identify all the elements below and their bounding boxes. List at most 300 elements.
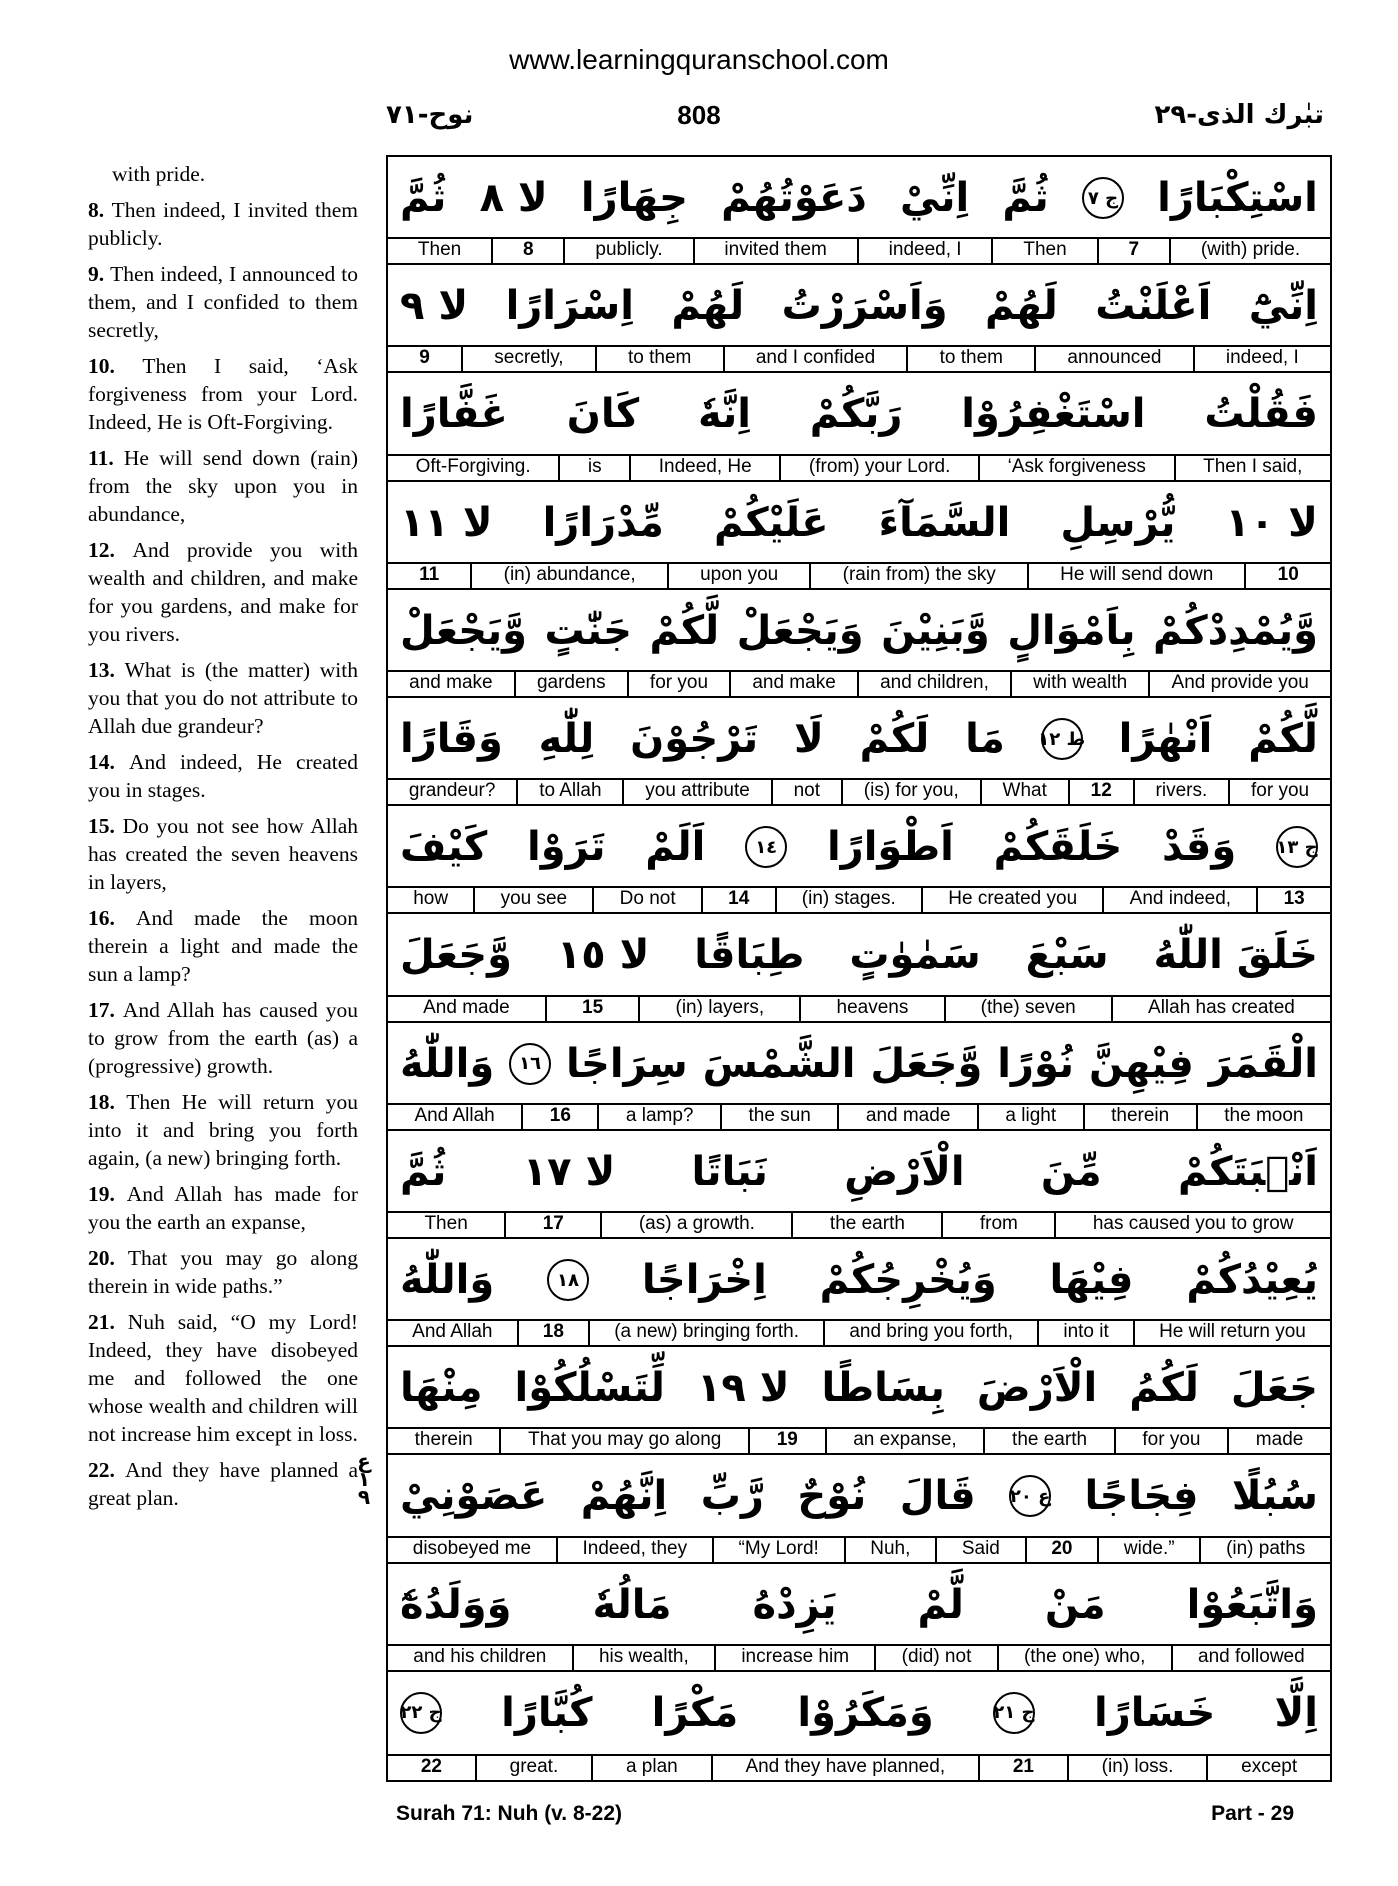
english-word: 11	[419, 563, 440, 585]
english-word: has caused you to grow	[1054, 1213, 1330, 1237]
translation-verse	[88, 1088, 358, 1172]
english-word: and followed	[1171, 1646, 1330, 1670]
ayah-marker: ١٦	[509, 1043, 551, 1085]
verse-number: 19.	[88, 1182, 127, 1206]
ayah-marker: ١٨	[547, 1259, 589, 1301]
ayah-marker: ١٤	[745, 826, 787, 868]
english-word: and I confided	[723, 347, 907, 371]
verse-text: Nuh said, “O my Lord! Indeed, they have disobeyed me and followed the one whose wealth and children will not increase him except in loss.	[88, 1310, 359, 1446]
verse-number: 10.	[88, 354, 143, 378]
arabic-word: كُبَّارًا	[501, 1689, 593, 1736]
arabic-word: خَسَارًا	[1094, 1689, 1216, 1736]
english-word: Allah has created	[1111, 997, 1330, 1021]
verse-number: 20.	[88, 1246, 128, 1270]
translation-verse	[88, 536, 358, 648]
verse-text: What is (the matter) with you that you do not attribute to Allah due grandeur?	[88, 658, 359, 738]
arabic-line	[388, 1347, 1330, 1429]
arabic-word: اِنِّيْٓ	[1248, 283, 1318, 330]
english-word: the sun	[720, 1105, 837, 1129]
verse-number: 12.	[88, 538, 133, 562]
arabic-word: لَّكُمْ	[1248, 716, 1318, 763]
english-word: therein	[1083, 1105, 1196, 1129]
english-word: not	[771, 780, 841, 804]
arabic-word: اِنَّهُمْ	[580, 1473, 668, 1520]
english-word: and bring you forth,	[823, 1321, 1037, 1345]
english-word: to Allah	[516, 780, 622, 804]
english-word: (a new) bringing forth.	[588, 1321, 823, 1345]
english-word: and his children	[413, 1645, 547, 1667]
arabic-word: تَرَوْا	[527, 824, 606, 871]
english-line	[388, 1536, 1330, 1562]
ayah-marker: ج ٢١	[993, 1692, 1035, 1734]
english-line	[388, 1754, 1330, 1780]
arabic-word: لَّمْ	[917, 1581, 964, 1628]
arabic-word: قَالَ	[899, 1473, 976, 1520]
arabic-word: ثُمَّ	[1002, 175, 1049, 222]
arabic-word: مِنْهَا	[400, 1365, 483, 1412]
arabic-word: لَهُمْ	[985, 283, 1058, 330]
translation-verse	[88, 444, 358, 528]
translation-verse	[88, 160, 358, 188]
arabic-word: نَبَاتًا	[691, 1148, 768, 1195]
english-line	[388, 670, 1330, 696]
ayah-marker: ج ٧	[1082, 177, 1124, 219]
english-word: a lamp?	[597, 1105, 720, 1129]
english-word: how	[413, 888, 449, 910]
arabic-word: اِلَّا	[1274, 1689, 1318, 1736]
verse-text: Then I said, ‘Ask forgiveness from your Lord. Indeed, He is Oft-Forgiving.	[88, 354, 358, 434]
arabic-word: لا ١٥	[556, 932, 650, 979]
english-word: 21	[978, 1756, 1067, 1780]
verse-number: 21.	[88, 1310, 128, 1334]
arabic-word: لِّتَسْلُكُوْا	[514, 1365, 665, 1412]
arabic-word: اِنَّهٗ	[697, 391, 751, 438]
ruku-mark: ع ١ ٩	[357, 1449, 371, 1509]
arabic-word: سَبْعَ	[1025, 932, 1109, 979]
arabic-word: بِاَمْوَالٍ	[1007, 607, 1136, 654]
english-word: and make	[409, 671, 493, 693]
english-word: an expanse,	[825, 1429, 984, 1453]
arabic-line	[388, 482, 1330, 564]
translation-verse	[88, 1456, 358, 1512]
english-word: And provide you	[1148, 672, 1330, 696]
arabic-line	[388, 1239, 1330, 1321]
english-word: “My Lord!	[712, 1538, 844, 1562]
english-word: announced	[1034, 347, 1192, 371]
translation-verse	[88, 1180, 358, 1236]
arabic-line	[388, 698, 1330, 780]
arabic-word: وَقَارًا	[400, 716, 503, 763]
translation-verse	[88, 1308, 358, 1448]
arabic-word: وَاللّٰهُ	[400, 1257, 495, 1304]
english-line	[388, 454, 1330, 480]
arabic-word: طِبَاقًا	[694, 932, 805, 979]
english-word: indeed, I	[857, 239, 992, 263]
arabic-word: لَا	[793, 716, 824, 763]
arabic-word: مَالُهٗ	[592, 1581, 672, 1628]
verse-text: That you may go along therein in wide paths.”	[88, 1246, 359, 1298]
arabic-line	[388, 1023, 1330, 1105]
verse-text: And they have planned a great plan.	[88, 1458, 359, 1510]
english-word: 19	[748, 1429, 824, 1453]
english-word: you see	[473, 888, 592, 912]
english-word: a plan	[591, 1756, 710, 1780]
english-word: from	[941, 1213, 1054, 1237]
grid-row	[388, 482, 1330, 590]
english-word: (in) layers,	[638, 997, 799, 1021]
arabic-word: وَّيَجْعَلْ	[400, 607, 527, 654]
english-word: increase him	[714, 1646, 874, 1670]
english-word: to them	[906, 347, 1034, 371]
verse-number: 16.	[88, 906, 136, 930]
grid-row	[388, 265, 1330, 373]
english-word: 17	[504, 1213, 600, 1237]
english-word: (the one) who,	[997, 1646, 1171, 1670]
word-grid	[386, 155, 1332, 1782]
arabic-word: جَنّٰتٍ	[544, 607, 632, 654]
arabic-line	[388, 157, 1330, 239]
english-word: That you may go along	[499, 1429, 748, 1453]
arabic-word: اَنْهٰرًا	[1118, 716, 1213, 763]
english-line	[388, 1103, 1330, 1129]
arabic-word: غَفَّارًا	[400, 391, 508, 438]
english-word: 9	[419, 347, 430, 369]
arabic-word: يُعِيْدُكُمْ	[1186, 1257, 1318, 1304]
english-word: 13	[1256, 888, 1330, 912]
english-line	[388, 237, 1330, 263]
english-word: (in) abundance,	[470, 564, 666, 588]
english-word: 8	[491, 239, 563, 263]
english-word: for you	[1228, 780, 1330, 804]
arabic-word: تَرْجُوْنَ	[630, 716, 759, 763]
english-word: And Allah	[414, 1104, 495, 1126]
arabic-word: فَقُلْتُ	[1204, 391, 1318, 438]
ayah-marker: ع ٢٠	[1009, 1475, 1051, 1517]
english-word: disobeyed me	[412, 1537, 532, 1559]
english-line	[388, 1211, 1330, 1237]
english-word: the earth	[983, 1429, 1113, 1453]
english-word: therein	[414, 1429, 473, 1451]
verse-text: And provide you with wealth and children, and make for you gardens, and make for you rivers.	[88, 538, 358, 646]
grid-row	[388, 1672, 1330, 1780]
arabic-word: لا ١٩	[696, 1365, 790, 1412]
arabic-word: رَبَّكُمْ	[809, 391, 903, 438]
verse-number: 8.	[88, 198, 112, 222]
arabic-word: وَمَكَرُوْا	[797, 1689, 934, 1736]
arabic-word: سِرَاجًا	[565, 1040, 688, 1087]
english-word: What	[980, 780, 1068, 804]
arabic-word: اِسْرَارًا	[505, 283, 634, 330]
arabic-word: كَانَ	[566, 391, 640, 438]
english-word: great.	[475, 1756, 591, 1780]
english-word: a light	[977, 1105, 1083, 1129]
verse-number: 15.	[88, 814, 123, 838]
english-word: Do not	[592, 888, 701, 912]
arabic-word: الْاَرْضِ	[844, 1148, 965, 1195]
english-word: the moon	[1196, 1105, 1330, 1129]
arabic-word: السَّمَآءَ	[878, 499, 1011, 546]
english-word: 15	[545, 997, 638, 1021]
arabic-word: وَيُخْرِجُكُمْ	[819, 1257, 997, 1304]
arabic-word: فِيْهَا	[1049, 1257, 1134, 1304]
part-footer: Part - 29	[1211, 1802, 1294, 1825]
english-word: And they have planned,	[711, 1756, 978, 1780]
arabic-word: اَلَمْ	[645, 824, 706, 871]
english-word: Said	[935, 1538, 1024, 1562]
surah-footer: Surah 71: Nuh (v. 8-22)	[396, 1802, 622, 1825]
english-word: 18	[517, 1321, 588, 1345]
english-word: made	[1227, 1429, 1330, 1453]
english-line	[388, 886, 1330, 912]
english-word: (in) paths	[1199, 1538, 1330, 1562]
arabic-word: خَلَقَ اللّٰهُ	[1153, 932, 1318, 979]
translation-verse	[88, 352, 358, 436]
arabic-word: وَّيُمْدِدْكُمْ	[1153, 607, 1318, 654]
verse-number: 18.	[88, 1090, 127, 1114]
english-word: and children,	[857, 672, 1010, 696]
grid-row	[388, 698, 1330, 806]
arabic-word: لَهُمْ	[671, 283, 745, 330]
arabic-word: اسْتَغْفِرُوْا	[961, 391, 1146, 438]
english-word: Indeed, He	[629, 456, 779, 480]
english-word: (with) pride.	[1169, 239, 1330, 263]
english-word: you attribute	[622, 780, 770, 804]
arabic-word: مَا	[965, 716, 1005, 763]
english-word: 20	[1025, 1538, 1098, 1562]
arabic-word: خَلَقَكُمْ	[993, 824, 1123, 871]
english-line	[388, 1427, 1330, 1453]
english-word: 7	[1097, 239, 1169, 263]
arabic-word: الْقَمَرَ	[1208, 1040, 1318, 1087]
english-word: to them	[595, 347, 723, 371]
verse-text: Do you not see how Allah has created the seven heavens in layers,	[88, 814, 359, 894]
verse-text: And Allah has caused you to grow from the earth (as) a (progressive) growth.	[88, 998, 359, 1078]
arabic-word: الْاَرْضَ	[976, 1365, 1098, 1412]
page-number: 808	[677, 100, 721, 130]
english-word: upon you	[667, 564, 810, 588]
english-word: (rain from) the sky	[809, 564, 1026, 588]
arabic-word: مَكْرًا	[651, 1689, 739, 1736]
english-word: except	[1206, 1756, 1330, 1780]
verse-number: 11.	[88, 446, 124, 470]
english-line	[388, 1319, 1330, 1345]
translation-verse	[88, 996, 358, 1080]
arabic-word: مَنْ	[1044, 1581, 1106, 1628]
arabic-word: جِهَارًا	[580, 175, 688, 222]
verse-text: And Allah has made for you the earth an expanse,	[88, 1182, 358, 1234]
arabic-word: عَصَوْنِيْ	[400, 1473, 548, 1520]
verse-number: 14.	[88, 750, 129, 774]
arabic-word: لَكُمُ	[1129, 1365, 1199, 1412]
verse-text: And indeed, He created you in stages.	[88, 750, 358, 802]
arabic-line	[388, 1564, 1330, 1646]
translation-verse	[88, 748, 358, 804]
arabic-word: وَقَدْ	[1162, 824, 1237, 871]
arabic-word: اَعْلَنْتُ	[1095, 283, 1212, 330]
english-word: (the) seven	[944, 997, 1111, 1021]
arabic-word: فِجَاجًا	[1084, 1473, 1199, 1520]
english-word: Nuh,	[844, 1538, 936, 1562]
english-word: Then	[424, 1212, 468, 1234]
english-line	[388, 345, 1330, 371]
english-word: And Allah	[412, 1321, 493, 1343]
arabic-word: لا ١١	[400, 499, 493, 546]
english-line	[388, 562, 1330, 588]
arabic-word: كَيْفَ	[400, 824, 488, 871]
english-word: He will return you	[1133, 1321, 1330, 1345]
verse-number: 9.	[88, 262, 111, 286]
arabic-word: لَكُمْ	[859, 716, 930, 763]
arabic-word: نُوْرًا	[997, 1040, 1075, 1087]
translation-verse	[88, 904, 358, 988]
english-word: (as) a growth.	[600, 1213, 791, 1237]
grid-row	[388, 806, 1330, 914]
english-word: and made	[837, 1105, 977, 1129]
arabic-word: مِّدْرَارًا	[542, 499, 664, 546]
ayah-marker: ج ١٣	[1276, 826, 1318, 868]
english-word: He created you	[921, 888, 1102, 912]
arabic-word: رَّبِّ	[700, 1473, 764, 1520]
juz-header: تبٰرك الذى-٢٩	[1154, 100, 1324, 130]
arabic-word: نُوْحٌ	[797, 1473, 867, 1520]
verse-text: Then He will return you into it and bring you forth again, (a new) bringing forth.	[88, 1090, 359, 1170]
arabic-word: وَّجَعَلَ	[400, 932, 512, 979]
verse-number: 17.	[88, 998, 123, 1022]
english-word: for you	[627, 672, 729, 696]
translation-verse	[88, 196, 358, 252]
arabic-line	[388, 590, 1330, 672]
translation-verse	[88, 260, 358, 344]
grid-row	[388, 1347, 1330, 1455]
arabic-word: لا ٨	[479, 175, 548, 222]
english-word: Then	[417, 239, 462, 261]
grid-row	[388, 373, 1330, 481]
english-word: 14	[701, 888, 775, 912]
arabic-word: فِيْهِنَّ	[1088, 1040, 1194, 1087]
english-word: Then	[991, 239, 1096, 263]
arabic-word: سُبُلًا	[1231, 1473, 1318, 1520]
english-word: and make	[729, 672, 857, 696]
translation-column	[88, 160, 358, 1520]
arabic-word: وَّبَنِيْنَ	[881, 607, 990, 654]
english-word: rivers.	[1133, 780, 1228, 804]
english-word: And indeed,	[1102, 888, 1256, 912]
verse-text: Then indeed, I announced to them, and I confided to them secretly,	[88, 262, 358, 342]
translation-verse	[88, 1244, 358, 1300]
grid-row	[388, 1455, 1330, 1563]
grid-row	[388, 1023, 1330, 1131]
arabic-word: سَمٰوٰتٍ	[849, 932, 981, 979]
arabic-word: اِنِّيْ	[900, 175, 970, 222]
english-word: Then I said,	[1174, 456, 1330, 480]
translation-verse	[88, 812, 358, 896]
english-line	[388, 995, 1330, 1021]
arabic-word: لَّكُمْ	[649, 607, 720, 654]
arabic-word: ثُمَّ	[400, 1148, 447, 1195]
arabic-word: جَعَلَ	[1230, 1365, 1318, 1412]
grid-row	[388, 590, 1330, 698]
arabic-word: لِلّٰهِ	[538, 716, 595, 763]
english-word: (in) stages.	[775, 888, 922, 912]
arabic-word: اسْتِكْبَارًا	[1157, 175, 1318, 222]
english-word: 22	[420, 1755, 442, 1777]
english-line	[388, 778, 1330, 804]
english-word: grandeur?	[408, 780, 496, 802]
english-word: publicly.	[563, 239, 692, 263]
english-word: 10	[1244, 564, 1330, 588]
verse-text: He will send down (rain) from the sky upon you in abundance,	[88, 446, 358, 526]
ayah-marker: ط ١٢	[1041, 718, 1083, 760]
surah-header: نوح-٧١	[386, 100, 474, 130]
english-word: the earth	[791, 1213, 941, 1237]
english-word: 12	[1068, 780, 1133, 804]
english-word: He will send down	[1027, 564, 1245, 588]
english-word: (did) not	[874, 1646, 996, 1670]
arabic-word: مِّنَ	[1040, 1148, 1102, 1195]
translation-verse	[88, 656, 358, 740]
arabic-word: بِسَاطًا	[821, 1365, 945, 1412]
arabic-word: وَوَلَدُهٗٓ	[400, 1581, 512, 1628]
english-word: 16	[521, 1105, 597, 1129]
arabic-word: دَعَوْتُهُمْ	[721, 175, 867, 222]
arabic-word: اِخْرَاجًا	[641, 1257, 767, 1304]
grid-row	[388, 157, 1330, 265]
english-word: heavens	[799, 997, 943, 1021]
arabic-word: وَّجَعَلَ	[870, 1040, 983, 1087]
english-word: Oft-Forgiving.	[415, 455, 531, 477]
grid-row	[388, 1239, 1330, 1347]
english-word: Indeed, they	[556, 1538, 712, 1562]
english-word: for you	[1114, 1429, 1227, 1453]
verse-text: with pride.	[112, 162, 206, 186]
arabic-word: يَزِدْهُ	[752, 1581, 837, 1628]
english-word: (is) for you,	[841, 780, 980, 804]
verse-text: Then indeed, I invited them publicly.	[88, 198, 358, 250]
english-word: secretly,	[461, 347, 595, 371]
english-line	[388, 1644, 1330, 1670]
english-word: indeed, I	[1193, 347, 1330, 371]
verse-number: 13.	[88, 658, 125, 682]
arabic-line	[388, 373, 1330, 455]
arabic-word: وَاللّٰهُ	[400, 1040, 495, 1087]
english-word: And made	[423, 996, 510, 1018]
english-word: (from) your Lord.	[779, 456, 978, 480]
arabic-word: وَيَجْعَلْ	[736, 607, 864, 654]
english-word: (in) loss.	[1067, 1756, 1207, 1780]
arabic-line	[388, 806, 1330, 888]
arabic-word: وَاَسْرَرْتُ	[781, 283, 948, 330]
grid-row	[388, 1131, 1330, 1239]
arabic-word: لا ٩	[400, 283, 469, 330]
arabic-word: لا ١٠	[1225, 499, 1318, 546]
verse-number: 22.	[88, 1458, 126, 1482]
english-word: ‘Ask forgiveness	[978, 456, 1174, 480]
english-word: wide.”	[1097, 1538, 1199, 1562]
arabic-word: وَاتَّبَعُوْا	[1186, 1581, 1318, 1628]
verse-text: And made the moon therein a light and made the sun a lamp?	[88, 906, 359, 986]
english-word: invited them	[693, 239, 857, 263]
ayah-marker: ج ٢٢	[400, 1692, 442, 1734]
arabic-word: ثُمَّ	[400, 175, 447, 222]
site-url: www.learningquranschool.com	[509, 44, 889, 75]
arabic-line	[388, 914, 1330, 996]
arabic-word: لا ١٧	[522, 1148, 616, 1195]
english-word: is	[558, 456, 629, 480]
arabic-word: عَلَيْكُمْ	[714, 499, 829, 546]
arabic-line	[388, 1672, 1330, 1754]
grid-row	[388, 914, 1330, 1022]
english-word: his wealth,	[572, 1646, 714, 1670]
